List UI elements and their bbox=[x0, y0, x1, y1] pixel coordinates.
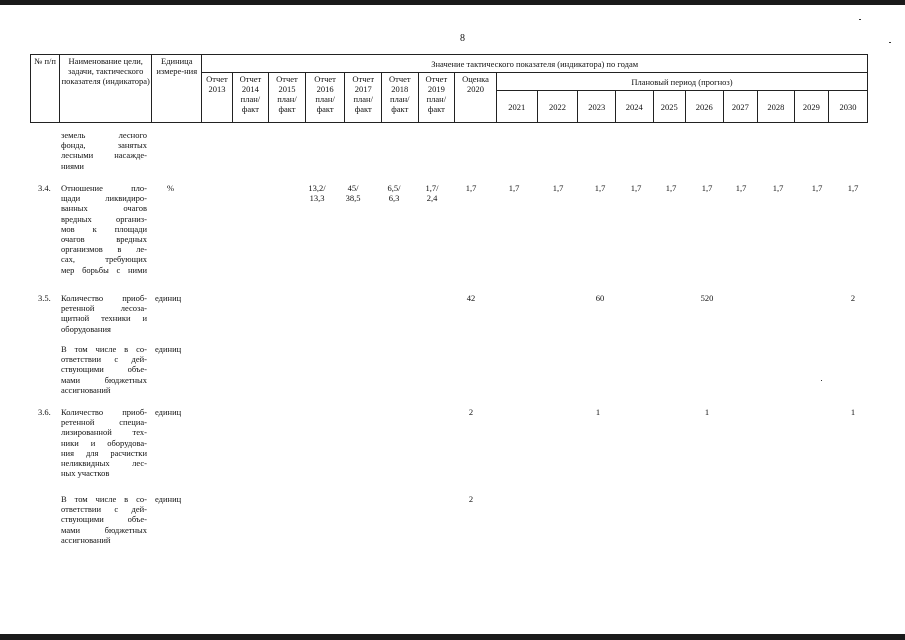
header-year-2014: Отчет 2014 план/ факт bbox=[232, 73, 269, 123]
value-2030: 2 bbox=[850, 293, 856, 303]
value-2020: 2 bbox=[468, 407, 474, 417]
header-plan-year: 2030 bbox=[829, 91, 868, 123]
header-values: Значение тактического показателя (индикатора) по годам bbox=[202, 55, 868, 73]
value-2027: 1,7 bbox=[735, 183, 747, 193]
scan-speck bbox=[821, 380, 822, 381]
value-2026: 1 bbox=[704, 407, 710, 417]
page-number: 8 bbox=[460, 33, 465, 44]
header-unit: Единица измере-ния bbox=[152, 55, 202, 123]
indicator-subrow-name: В том числе в со- ответствии с дей- ствующими объе- мами бюджетных ассигнований bbox=[61, 494, 147, 545]
header-plan-year: 2024 bbox=[616, 91, 654, 123]
header-year-2020: Оценка 2020 bbox=[455, 73, 497, 123]
value-2030: 1 bbox=[850, 407, 856, 417]
scan-speck bbox=[889, 42, 891, 43]
value-2016: 13,2/ 13,3 bbox=[308, 183, 326, 204]
continuation-text: земель лесного фонда, занятых лесными насажде- ниями bbox=[61, 130, 147, 171]
row-number: 3.5. bbox=[38, 293, 51, 303]
row-number: 3.6. bbox=[38, 407, 51, 417]
header-plan-year: 2028 bbox=[758, 91, 795, 123]
value-2020: 42 bbox=[466, 293, 476, 303]
value-2026: 1,7 bbox=[701, 183, 713, 193]
indicator-name: Количество приоб- ретенной лесоза- щитной техники и оборудования bbox=[61, 293, 147, 334]
header-name: Наименование цели, задачи, тактического показателя (индикатора) bbox=[60, 55, 152, 123]
header-plan-period: Плановый период (прогноз) bbox=[496, 73, 867, 91]
value-2024: 1,7 bbox=[630, 183, 642, 193]
header-year-2015: Отчет 2015 план/ факт bbox=[269, 73, 306, 123]
value-2023: 1 bbox=[595, 407, 601, 417]
value-2023: 60 bbox=[595, 293, 605, 303]
indicator-subrow-name: В том числе в со- ответствии с дей- ствующими объе- мами бюджетных ассигнований bbox=[61, 344, 147, 395]
value-2022: 1,7 bbox=[552, 183, 564, 193]
indicator-name: Отношение пло- щади ликвидиро- ванных очагов вредных организ- мов к площади очагов вредных организмов в ле- сах, требующих мер борьбы с ними bbox=[61, 183, 147, 275]
header-plan-year: 2022 bbox=[537, 91, 578, 123]
scan-border-bottom bbox=[0, 634, 905, 640]
header-plan-year: 2026 bbox=[685, 91, 723, 123]
header-plan-year: 2025 bbox=[653, 91, 685, 123]
value-2023: 1,7 bbox=[594, 183, 606, 193]
scan-speck bbox=[859, 19, 861, 20]
header-plan-year: 2029 bbox=[794, 91, 828, 123]
value-2020: 2 bbox=[468, 494, 474, 504]
unit: единиц bbox=[155, 494, 182, 504]
value-2029: 1,7 bbox=[811, 183, 823, 193]
value-2025: 1,7 bbox=[665, 183, 677, 193]
value-2026: 520 bbox=[700, 293, 714, 303]
unit: единиц bbox=[155, 407, 182, 417]
value-2017: 45/ 38,5 bbox=[345, 183, 361, 204]
header-year-2017: Отчет 2017 план/ факт bbox=[345, 73, 382, 123]
scan-border-top bbox=[0, 0, 905, 5]
value-2018: 6,5/ 6,3 bbox=[387, 183, 401, 204]
value-2019: 1,7/ 2,4 bbox=[425, 183, 439, 204]
indicator-name: Количество приоб- ретенной специа- лизированной тех- ники и оборудова- ния для расчистки неликвидных лес- ных участков bbox=[61, 407, 147, 479]
header-year-2018: Отчет 2018 план/ факт bbox=[382, 73, 419, 123]
value-2021: 1,7 bbox=[508, 183, 520, 193]
header-plan-year: 2021 bbox=[496, 91, 537, 123]
header-year-2013: Отчет 2013 bbox=[202, 73, 232, 123]
header-year-2016: Отчет 2016 план/ факт bbox=[305, 73, 345, 123]
unit: единиц bbox=[155, 293, 182, 303]
header-year-2019: Отчет 2019 план/ факт bbox=[418, 73, 455, 123]
row-number: 3.4. bbox=[38, 183, 51, 193]
value-2028: 1,7 bbox=[772, 183, 784, 193]
value-2030: 1,7 bbox=[847, 183, 859, 193]
indicator-table-header bbox=[30, 54, 868, 123]
header-num: № п/п bbox=[31, 55, 60, 123]
unit: единиц bbox=[155, 344, 182, 354]
header-plan-year: 2027 bbox=[723, 91, 757, 123]
header-plan-year: 2023 bbox=[578, 91, 616, 123]
value-2020: 1,7 bbox=[465, 183, 477, 193]
unit: % bbox=[167, 183, 175, 193]
